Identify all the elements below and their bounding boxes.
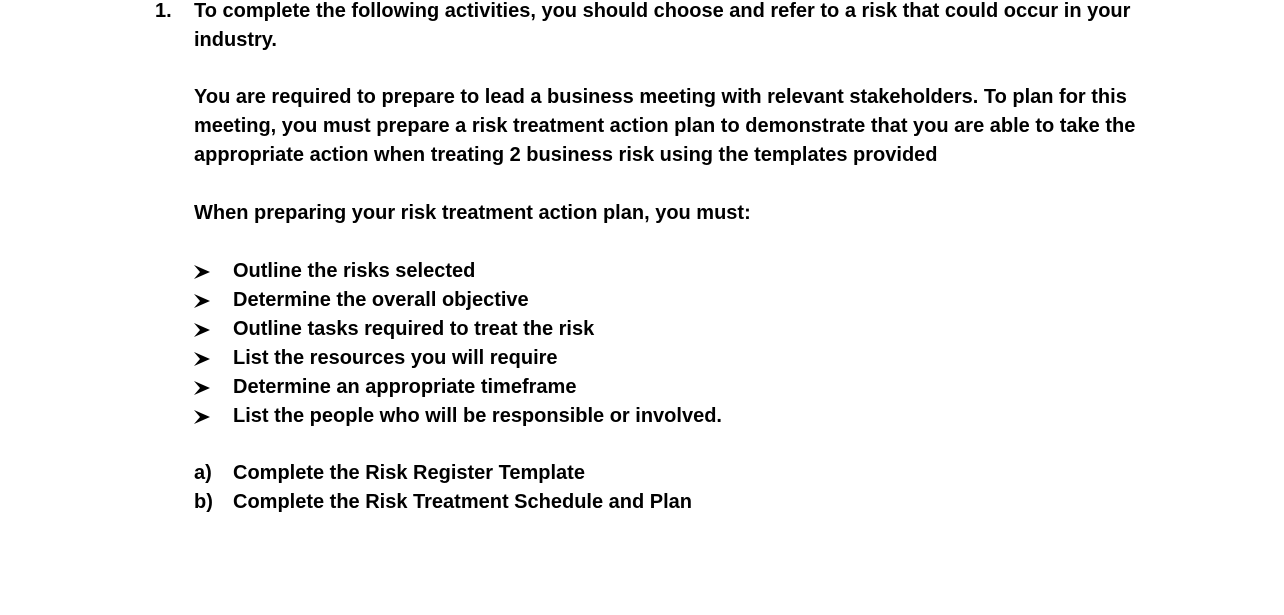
arrowhead-bullet-icon: [194, 294, 210, 308]
list-item: [194, 257, 722, 286]
task-text: Complete the Risk Register Template: [233, 462, 585, 484]
task-item: [194, 459, 692, 488]
list-item-text: Outline the risks selected: [233, 260, 476, 282]
task-label: b): [194, 491, 213, 513]
task-label: a): [194, 462, 212, 484]
task-list: [194, 459, 692, 517]
list-item-text: Outline tasks required to treat the risk: [233, 318, 595, 340]
arrowhead-bullet-icon: [194, 410, 210, 424]
list-item-text: List the resources you will require: [233, 347, 558, 369]
task-item: [194, 488, 692, 517]
list-item: [194, 315, 722, 344]
arrowhead-bullet-icon: [194, 323, 210, 337]
list-item-text: List the people who will be responsible or involved.: [233, 405, 722, 427]
list-item: [194, 402, 722, 431]
list-item: [194, 373, 722, 402]
arrowhead-bullet-icon: [194, 265, 210, 279]
list-item: [194, 344, 722, 373]
list-item-text: Determine the overall objective: [233, 289, 529, 311]
question-number: 1.: [155, 0, 172, 22]
task-text: Complete the Risk Treatment Schedule and Plan: [233, 491, 693, 513]
arrowhead-bullet-icon: [194, 381, 210, 395]
question-lead-in: When preparing your risk treatment action plan, you must:: [194, 202, 751, 224]
list-item-text: Determine an appropriate timeframe: [233, 376, 577, 398]
question-body: You are required to prepare to lead a business meeting with relevant stakeholders. To plan for this meeting, you must prepare a risk treatment action plan to demonstrate that you are able to take the appropriate action when treating 2 business risk using the templates provided: [194, 86, 1136, 166]
arrowhead-bullet-icon: [194, 352, 210, 366]
requirements-list: [194, 257, 722, 431]
question-title: To complete the following activities, you should choose and refer to a risk that could occur in your industry.: [194, 0, 1131, 51]
list-item: [194, 286, 722, 315]
